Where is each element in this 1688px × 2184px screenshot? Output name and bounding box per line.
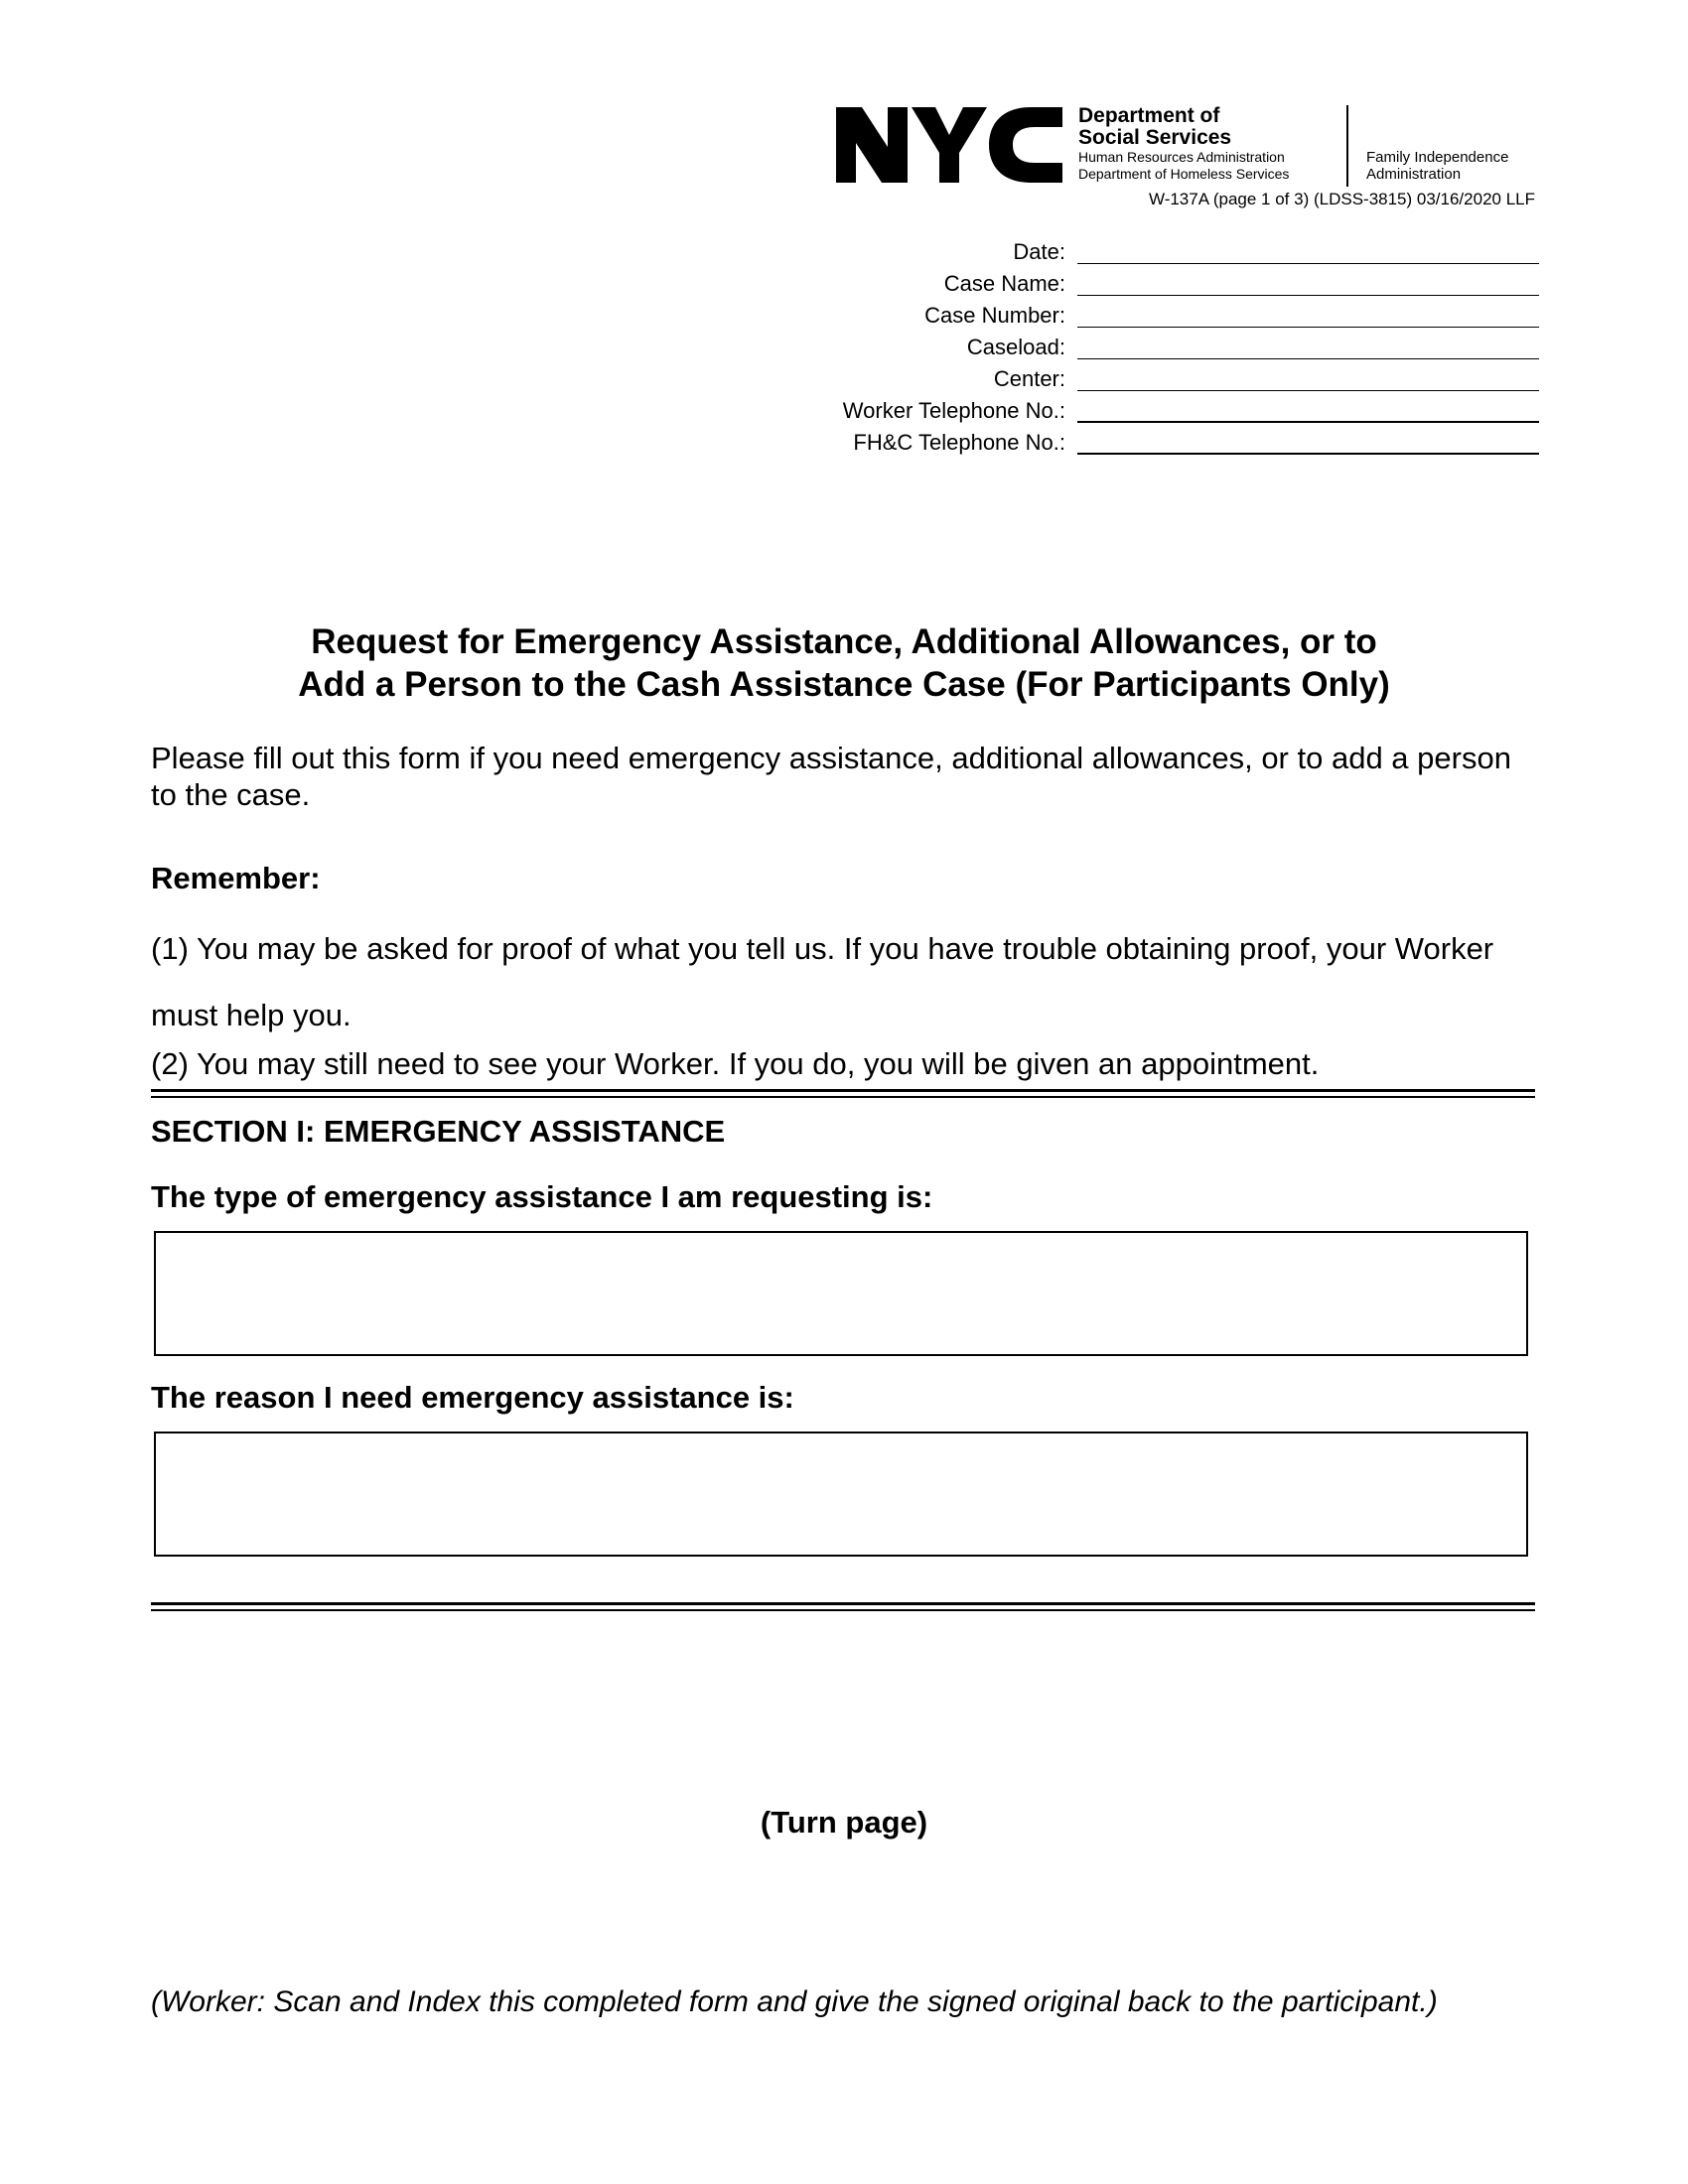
emergency-reason-answer-box[interactable]	[154, 1432, 1528, 1557]
case-field-date	[635, 232, 1539, 264]
remember-heading: Remember:	[151, 861, 321, 895]
logo-divider	[1346, 105, 1348, 187]
case-field-caseload	[635, 328, 1539, 359]
form-id: W-137A (page 1 of 3) (LDSS-3815) 03/16/2020 LLF	[1148, 190, 1535, 208]
center-input[interactable]	[1077, 368, 1539, 391]
date-input[interactable]	[1077, 241, 1539, 264]
emergency-type-answer-box[interactable]	[154, 1231, 1528, 1356]
emergency-reason-question: The reason I need emergency assistance is:	[151, 1380, 794, 1415]
form-title	[149, 620, 1539, 706]
form-title-line-2: Add a Person to the Cash Assistance Case (For Participants Only)	[298, 665, 1390, 704]
case-field-case-name	[635, 264, 1539, 296]
case-field-label: Worker Telephone No.:	[842, 398, 1065, 423]
section-end-divider	[151, 1602, 1535, 1611]
section-1-heading: SECTION I: EMERGENCY ASSISTANCE	[151, 1114, 726, 1149]
case-field-case-number	[635, 296, 1539, 328]
intro-paragraph: Please fill out this form if you need emergency assistance, additional allowances, or to add a person to the case.	[151, 741, 1511, 812]
remember-item-1: (1) You may be asked for proof of what you tell us. If you have trouble obtaining proof, your Worker must help you.	[151, 931, 1494, 1032]
case-field-center	[635, 359, 1539, 391]
fia-line-2: Administration	[1366, 166, 1462, 183]
department-line-1: Department of	[1078, 104, 1220, 127]
emergency-type-question: The type of emergency assistance I am requesting is:	[151, 1179, 933, 1214]
case-field-label: Case Name:	[943, 271, 1065, 296]
case-number-input[interactable]	[1077, 305, 1539, 328]
case-name-input[interactable]	[1077, 273, 1539, 296]
form-title-line-1: Request for Emergency Assistance, Additional Allowances, or to	[311, 622, 1377, 661]
section-divider	[151, 1089, 1535, 1098]
case-field-label: Center:	[993, 366, 1065, 391]
nyc-logo	[832, 103, 1066, 187]
worker-telephone-input[interactable]	[1077, 399, 1539, 423]
caseload-input[interactable]	[1077, 337, 1539, 359]
case-field-label: Date:	[1013, 239, 1065, 264]
agency-line-2: Department of Homeless Services	[1078, 166, 1290, 182]
fhc-telephone-input[interactable]	[1077, 431, 1539, 455]
fia-block	[1366, 149, 1508, 183]
case-field-fhc-telephone	[635, 423, 1539, 455]
case-info-fields	[635, 232, 1539, 455]
worker-instruction-note: (Worker: Scan and Index this completed form and give the signed original back to the participant.)	[151, 1985, 1438, 2018]
case-field-label: Case Number:	[924, 303, 1065, 328]
department-line-2: Social Services	[1078, 126, 1232, 149]
turn-page-label: (Turn page)	[760, 1805, 928, 1840]
case-field-label: FH&C Telephone No.:	[853, 430, 1065, 455]
department-block	[1078, 105, 1336, 183]
fia-line-1: Family Independence	[1366, 149, 1509, 166]
remember-item-2: (2) You may still need to see your Worker. If you do, you will be given an appointment.	[151, 1046, 1320, 1081]
agency-line-1: Human Resources Administration	[1078, 149, 1285, 165]
case-field-label: Caseload:	[966, 335, 1065, 359]
case-field-worker-telephone	[635, 391, 1539, 423]
